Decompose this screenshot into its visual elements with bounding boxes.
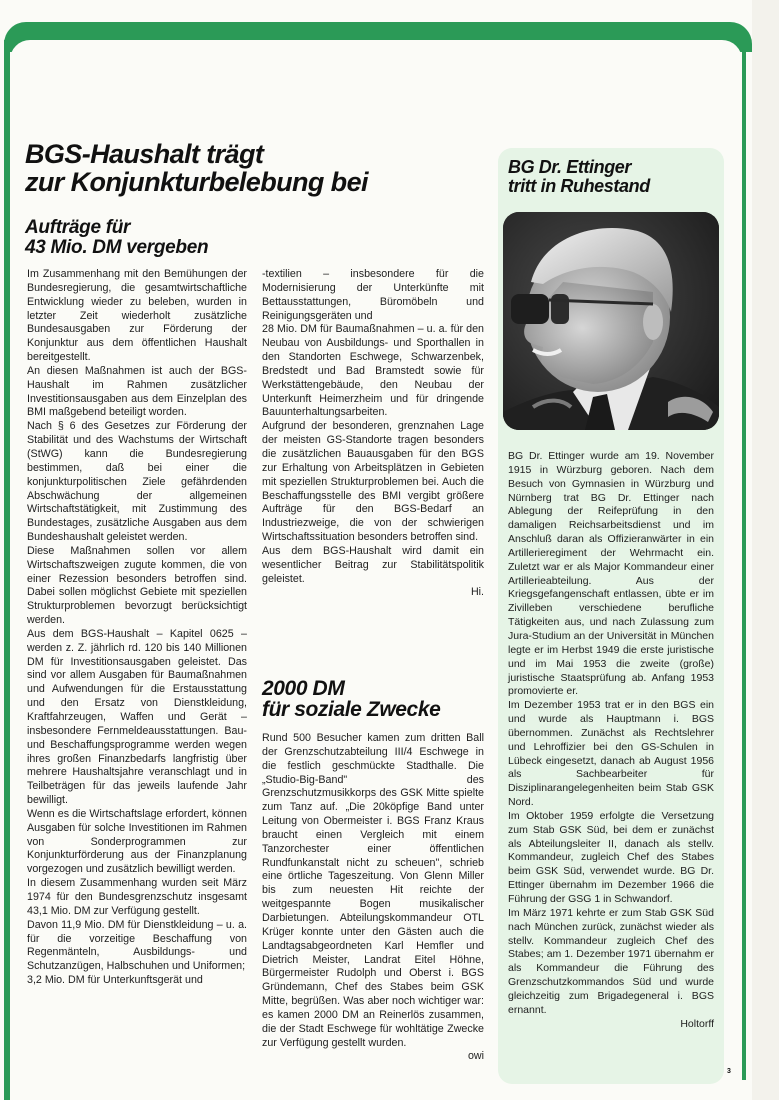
paragraph: -textilien – insbesondere für die Modernisierung der Unterkünfte mit Bettausstattungen, Büromöbeln und Reinigungsgeräten und: [262, 268, 484, 322]
headline-line-1: BGS-Haushalt trägt: [25, 139, 264, 169]
green-frame-right: [742, 40, 746, 1080]
main-subheadline: [25, 218, 265, 258]
paragraph: Im März 1971 kehrte er zum Stab GSK Süd nach München zurück, zunächst wieder als stellv. Kommandeur zugleich Chef des Stabes; am 1. Dezember 1971 übernahm er als Kommandeur die Führung des Grenzschutzkommandos Süd und wurde gleichzeitig zum Brigadegeneral i. BGS ernannt.: [508, 906, 714, 1016]
subhead-line-2: 43 Mio. DM vergeben: [25, 237, 209, 258]
social-article-body: [262, 732, 484, 1064]
headline-line-1: 2000 DM: [262, 677, 345, 700]
frame-inner: [10, 40, 742, 80]
headline-line-1: BG Dr. Ettinger: [508, 157, 632, 177]
portrait-photo: [503, 212, 719, 430]
sidebar-headline: [508, 158, 718, 196]
paragraph: 28 Mio. DM für Baumaßnahmen – u. a. für den Neubau von Ausbildungs- und Sporthallen in den Standorten Eschwege, Schwarzenbek, Bredstedt und Bad Bramstedt sowie für Werkstättengebäude, den Neubau der Unterkunft Heimerzheim und für dringende Bauunterhaltungsarbeiten.: [262, 323, 484, 419]
paragraph-with-signature: [262, 545, 484, 587]
paragraph: Aus dem BGS-Haushalt wird damit ein wesentlicher Beitrag zur Stabilitätspolitik geleistet.: [262, 544, 484, 585]
paragraph: Wenn es die Wirtschaftslage erfordert, können Ausgaben für solche Investitionen im Rahmen von Sonderprogrammen zur Konjunkturförderung aus der Finanzplanung vorgezogen und zusätzlich bewilligt werden.: [27, 807, 247, 876]
paragraph: Im Oktober 1959 erfolgte die Versetzung zum Stab GSK Süd, bei dem er zunächst als Abteilungsleiter II, danach als stellv. Kommandeur, zugleich Chef des Stabes beim GSK Süd, verwendet wurde. BG Dr. Ettinger übernahm im Dezember 1966 die Führung der GSG 1 in Schwandorf.: [508, 809, 714, 905]
sidebar-article-body: [508, 450, 714, 1031]
paragraph: Davon 11,9 Mio. DM für Dienstkleidung – u. a. für die vorzeitige Beschaffung von Regenmänteln, Ausbildungs- und Schutzanzügen, Halbschuhen und Uniformen;: [27, 918, 247, 973]
author-signature: owi: [467, 1050, 484, 1063]
paragraph: An diesen Maßnahmen ist auch der BGS-Haushalt im Rahmen zusätzlicher Investitionsausgaben aus dem Einzelplan des BMI maßgebend beteiligt worden.: [27, 364, 247, 419]
author-signature: Holtorff: [680, 1017, 714, 1030]
page-margin: [752, 0, 779, 1100]
main-article-column-2: [262, 268, 484, 600]
social-article-headline: [262, 678, 492, 720]
paragraph: Nach § 6 des Gesetzes zur Förderung der Stabilität und des Wachstums der Wirtschaft (StWG) kann die Bundesregierung bestimmen, daß bei einer die konjunkturpolitischen Ziele gefährdenden Abschwächung der allgemeinen Wirtschaftstätigkeit, mit Zustimmung des Bundestages, zusätzliche Ausgaben aus dem Bundeshaushalt geleistet werden.: [27, 420, 247, 544]
subhead-line-1: Aufträge für: [25, 217, 131, 238]
paragraph: Diese Maßnahmen sollen vor allem Wirtschaftszweigen zugute kommen, die von einer Rezession besonders betroffen sind. Dabei sollen möglichst Gebiete mit speziellen Strukturproblemen bevorzugt berücksichtigt werden.: [27, 544, 247, 627]
headline-line-2: für soziale Zwecke: [262, 698, 441, 721]
main-article-column-1: [27, 268, 247, 988]
headline-line-2: tritt in Ruhestand: [508, 176, 650, 196]
paragraph: Im Zusammenhang mit den Bemühungen der Bundesregierung, die gesamtwirtschaftliche Entwicklung wieder zu beleben, wurden in letzter Zeit wiederholt zusätzliche Bundesausgaben zur Förderung der Konjunktur aus dem öffentlichen Haushalt bereitgestellt.: [27, 268, 247, 364]
page-number: 3: [727, 1068, 731, 1075]
paragraph: Im Dezember 1953 trat er in den BGS ein und wurde als Hauptmann i. BGS übernommen. Zunächst als Rechtslehrer und Lehroffizier bei den GS-Schulen in Lübeck eingesetzt, danach ab August 1956 als Sachbearbeiter für Disziplinarangelegenheiten beim Stab GSK Nord.: [508, 699, 714, 809]
headline-line-2: zur Konjunkturbelebung bei: [25, 167, 368, 197]
paragraph: BG Dr. Ettinger wurde am 19. November 1915 in Würzburg geboren. Nach dem Besuch von Gymnasien in Würzburg und Nürnberg trat BG Dr. Ettinger nach Ablegung der Reifeprüfung in den damaligen Reichsarbeitsdienst und im Anschluß daran als Offizieranwärter in ein Artillerieregiment der Wehrmacht ein. Zuletzt war er als Major Kommandeur einer Artillerieabteilung. Aus der Kriegsgefangenschaft entlassen, übte er im Zivilleben verschiedene berufliche Tätigkeiten aus, und nach Zulassung zum Jura-Studium an der Universität in München legte er im Herbst 1949 die erste juristische und im Mai 1953 die zweite (große) juristische Staatsprüfung ab. Anfang 1953 promovierte er.: [508, 450, 714, 698]
main-headline: [25, 140, 485, 196]
author-signature: Hi.: [470, 586, 484, 599]
portrait-illustration: [503, 212, 719, 430]
green-frame-left: [4, 40, 10, 1100]
paragraph: Rund 500 Besucher kamen zum dritten Ball der Grenzschutzabteilung III/4 Eschwege in die festlich geschmückte Stadthalle. Die „Studio-Big-Band" des Grenzschutzmusikkorps des GSK Mitte spielte zum Tanz auf. „Die 20köpfige Band unter Leitung von Obermeister i. BGS Franz Kraus braucht einen Vergleich mit einem Tanzorchester einer öffentlichen Rundfunkanstalt nicht zu scheuen", schrieb eine örtliche Tageszeitung. Von Glenn Miller bis zum neuesten Hit reichte der weitgespannte Bogen musikalischer Darbietungen. Abteilungskommandeur OTL Krüger konnte unter den Gästen auch die Landtagsabgeordneten Karl Hemfler und Dietrich Meister, Landrat Eitel Höhne, Bürgermeister Rudolph und Oberst i. BGS Gründemann, Chef des Stabes beim GSK Mitte, begrüßen. Was aber noch wichtiger war: es kamen 2000 DM an Reinerlös zusammen, die der Stadt Eschwege für wohltätige Zwecke zur Verfügung gestellt wurden.: [262, 732, 484, 1049]
paragraph: In diesem Zusammenhang wurden seit März 1974 für den Bundesgrenzschutz insgesamt 43,1 Mio. DM zur Verfügung gestellt.: [27, 877, 247, 917]
paragraph: 3,2 Mio. DM für Unterkunftsgerät und: [27, 974, 203, 987]
paragraph: Aufgrund der besonderen, grenznahen Lage der meisten GS-Standorte tragen besonders die zusätzlichen Bauausgaben für den BGS zur Erhaltung von Arbeitsplätzen in Gebieten mit speziellen Strukturproblemen bei. Auch die Beschaffungsstelle des BMI vergibt größere Aufträge für den BGS-Bedarf an Industriezweige, die von der schwierigen Wirtschaftssituation besonders betroffen sind.: [262, 420, 484, 544]
paragraph: Aus dem BGS-Haushalt – Kapitel 0625 – werden z. Z. jährlich rd. 120 bis 140 Millionen DM für Investitionsausgaben geleistet. Das sind vor allem Ausgaben für Baumaßnahmen und Aufwendungen für die Erstausstattung und den Ersatz von Dienstkleidung, Kraftfahrzeugen, Waffen und Gerät – insbesondere Fernmeldeausstattungen. Bau- und Beschaffungsprogramme werden wegen ihres großen Finanzbedarfs langfristig über mehrere Haushaltsjahre veranschlagt und in Teilbeträgen für das jeweils laufende Jahr bewilligt.: [27, 627, 247, 807]
